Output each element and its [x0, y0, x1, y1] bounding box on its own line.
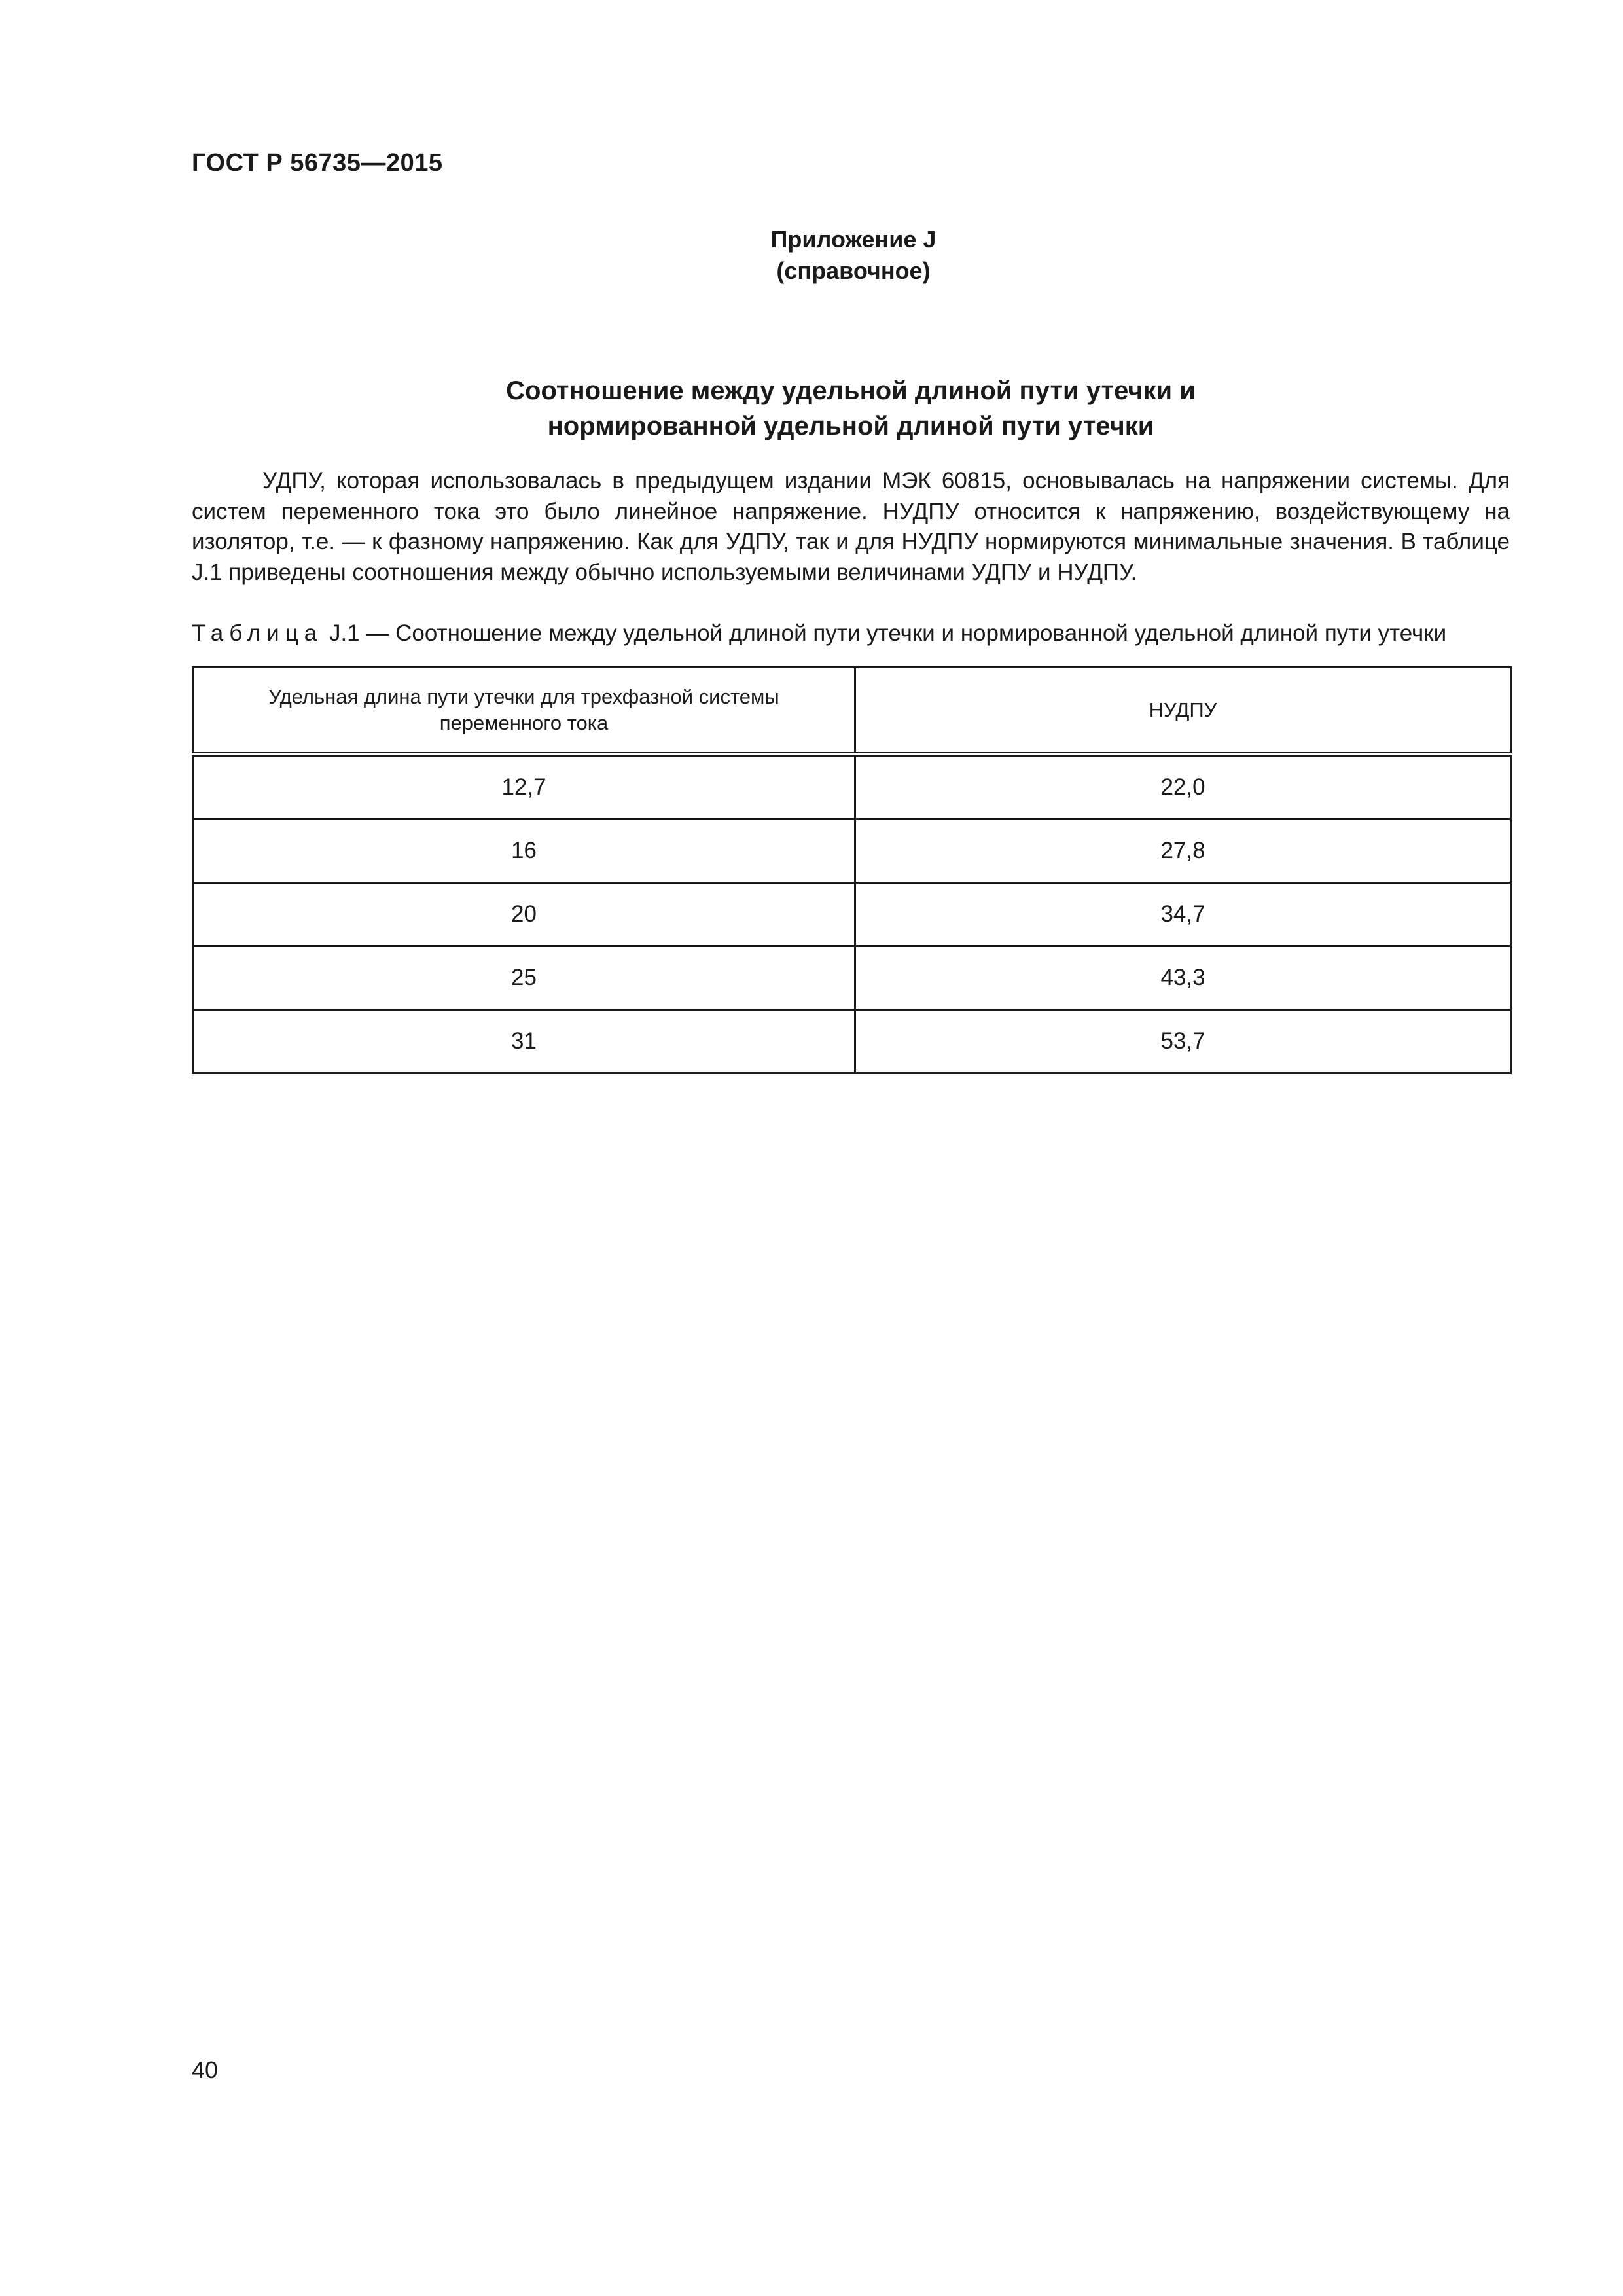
table-cell-udpu: 25 — [193, 946, 855, 1010]
table-header-cell-2: НУДПУ — [855, 668, 1511, 755]
table-row — [193, 883, 1511, 946]
table-cell-nudpu: 53,7 — [855, 1010, 1511, 1073]
data-table-container — [192, 666, 1510, 1074]
section-heading-line-1: Соотношение между удельной длиной пути утечки и — [506, 376, 1196, 405]
table-header-text-1: Удельная длина пути утечки для трехфазной системы переменного тока — [268, 685, 779, 734]
table-cell-nudpu: 27,8 — [855, 819, 1511, 883]
table-cell-nudpu: 34,7 — [855, 883, 1511, 946]
table-header-cell-1 — [193, 668, 855, 755]
table-row — [193, 819, 1511, 883]
document-code: ГОСТ Р 56735—2015 — [192, 149, 443, 177]
table-caption-text: J.1 — Соотношение между удельной длиной пути утечки и нормированной удельной длиной пути утечки — [323, 620, 1447, 646]
table-cell-nudpu: 22,0 — [855, 755, 1511, 819]
appendix-title: Приложение J — [770, 226, 936, 253]
table-row — [193, 946, 1511, 1010]
table-row — [193, 755, 1511, 819]
page-number: 40 — [192, 2056, 219, 2083]
data-table — [192, 666, 1512, 1074]
table-cell-udpu: 31 — [193, 1010, 855, 1073]
table-row — [193, 1010, 1511, 1073]
table-cell-nudpu: 43,3 — [855, 946, 1511, 1010]
table-cell-udpu: 20 — [193, 883, 855, 946]
section-heading-line-2: нормированной удельной длиной пути утечки — [547, 412, 1154, 440]
body-paragraph: УДПУ, которая использовалась в предыдущем издании МЭК 60815, основывалась на напряжении системы. Для систем переменного тока это было линейное напряжение. НУДПУ относится к напряжению, воздействующему на изолятор, т.е. — к фазному напряжению. Как для УДПУ, так и для НУДПУ нормируются минимальные значения. В таблице J.1 приведены соотношения между обычно используемыми величинами УДПУ и НУДПУ. — [192, 468, 1510, 585]
table-cell-udpu: 16 — [193, 819, 855, 883]
appendix-type: (справочное) — [776, 257, 931, 284]
table-caption-label: Таблица — [192, 620, 323, 646]
table-header-row — [193, 668, 1511, 755]
table-caption — [192, 619, 1510, 649]
table-cell-udpu: 12,7 — [193, 755, 855, 819]
